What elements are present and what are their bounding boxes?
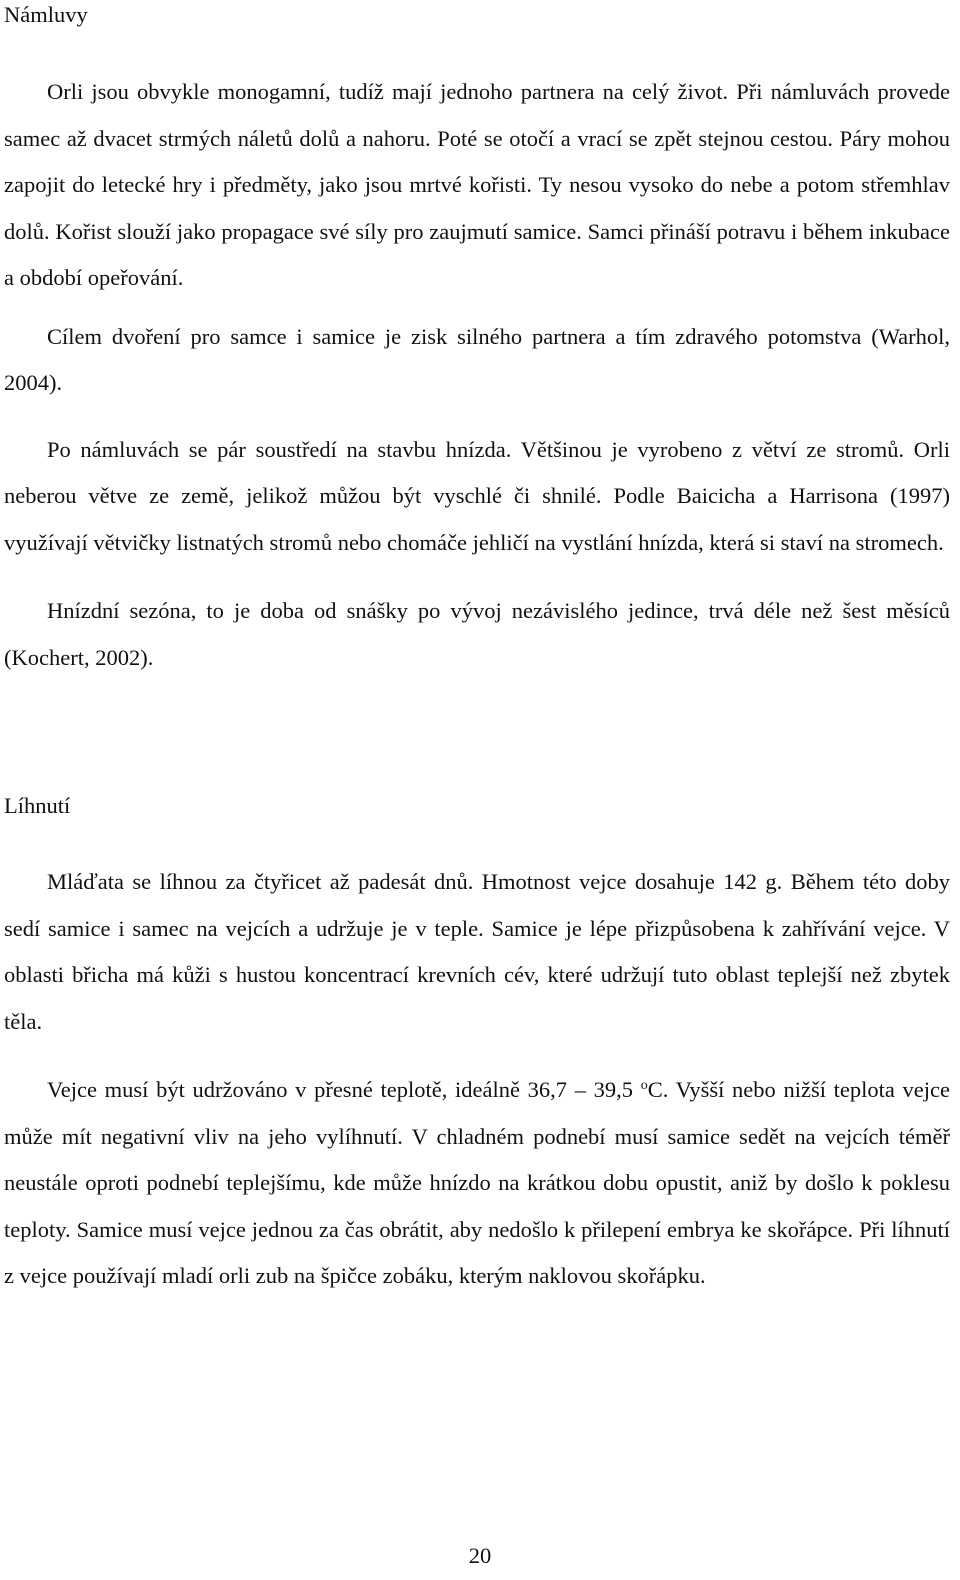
spacer — [4, 1045, 950, 1067]
document-page — [4, 0, 950, 1300]
spacer — [4, 302, 950, 314]
paragraph-lihnuti-1: Mláďata se líhnou za čtyřicet až padesát dnů. Hmotnost vejce dosahuje 142 g. Během této doby sedí samice i samec na vejcích a udržuje je v teple. Samice je lépe přizpůsobena k zahřívání vejce. V oblasti břicha má kůži s hustou koncentrací krevních cév, které udržují tuto oblast teplejší než zbytek těla. — [4, 869, 950, 1034]
spacer — [4, 681, 950, 791]
paragraph-namluvy-4: Hnízdní sezóna, to je doba od snášky po vývoj nezávislého jedince, trvá déle než šest měsíců (Kochert, 2002). — [4, 598, 950, 670]
paragraph-namluvy-3: Po námluvách se pár soustředí na stavbu hnízda. Většinou je vyrobeno z větví ze stromů. Orli neberou větve ze země, jelikož můžou být vyschlé či shnilé. Podle Baicicha a Harrisona (1997) využívají větvičky listnatých stromů nebo chomáče jehličí na vystlání hnízda, která si staví na stromech. — [4, 436, 950, 555]
degree-superscript: o — [640, 1078, 648, 1093]
spacer — [4, 30, 950, 69]
paragraph-lihnuti-2-rest: C. Vyšší nebo nižší teplota vejce může mít negativní vliv na jeho vylíhnutí. V chladném podnebí musí samice sedět na vejcích téměř neustále oproti podnebí teplejšímu, kde může hnízdo na krátkou dobu opustit, aniž by došlo k poklesu teploty. Samice musí vejce jednou za čas obrátit, aby nedošlo k přilepení embrya ke skořápce. Při líhnutí z vejce používají mladí orli zub na špičce zobáku, kterým naklovou skořápku. — [4, 1077, 950, 1288]
paragraph-lihnuti-2 — [4, 1067, 950, 1300]
section-heading-namluvy: Námluvy — [4, 2, 88, 27]
spacer — [4, 566, 950, 588]
page-number: 20 — [468, 1543, 492, 1568]
section-heading-lihnuti: Líhnutí — [4, 793, 71, 818]
paragraph-namluvy-2: Cílem dvoření pro samce i samice je zisk silného partnera a tím zdravého potomstva (Warhol, 2004). — [4, 323, 950, 395]
paragraph-namluvy-1: Orli jsou obvykle monogamní, tudíž mají jednoho partnera na celý život. Při námluvách provede samec až dvacet strmých náletů dolů a nahoru. Poté se otočí a vrací se zpět stejnou cestou. Páry mohou zapojit do letecké hry i předměty, jako jsou mrtvé kořisti. Ty nesou vysoko do nebe a potom střemhlav dolů. Kořist slouží jako propagace své síly pro zaujmutí samice. Samci přináší potravu i během inkubace a období opeřování. — [4, 79, 950, 290]
spacer — [4, 407, 950, 427]
paragraph-lihnuti-2-start: Vejce musí být udržováno v přesné teplotě, ideálně 36,7 – 39,5 — [47, 1077, 641, 1102]
spacer — [4, 821, 950, 859]
